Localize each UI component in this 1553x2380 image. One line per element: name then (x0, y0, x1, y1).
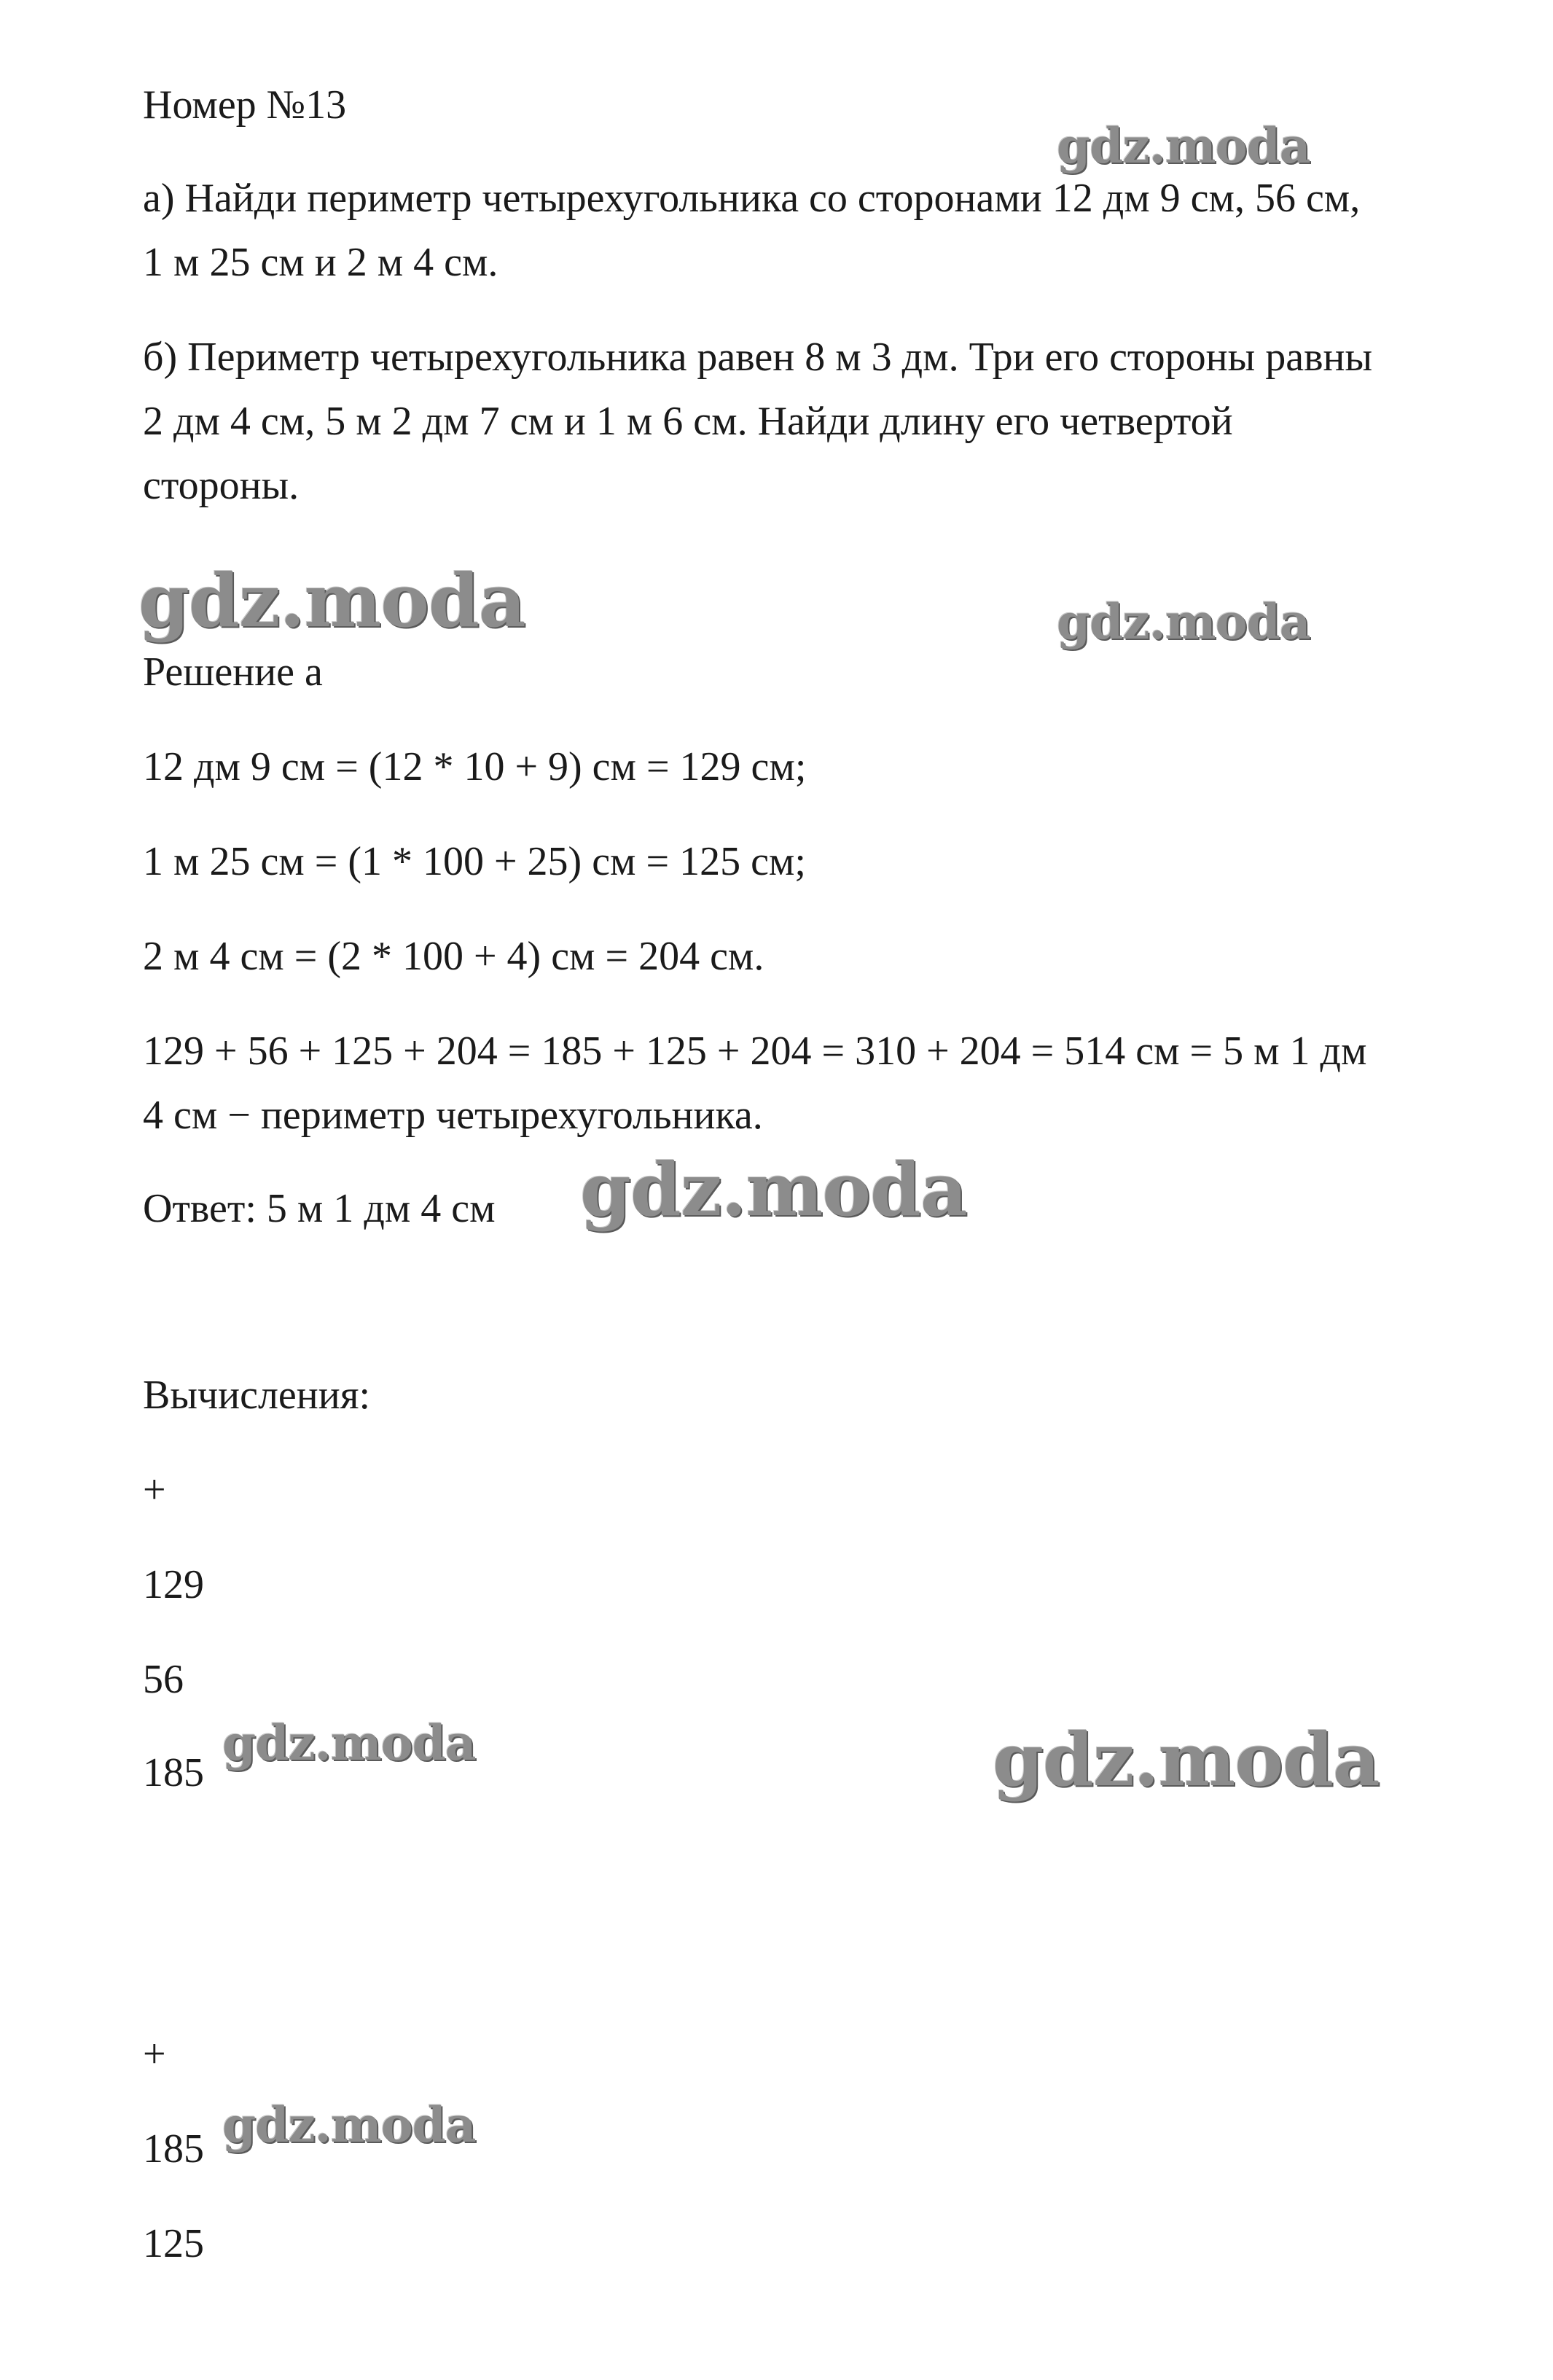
watermark: gdz.moda (993, 1717, 1380, 1803)
calc-2-operand-2: 125 (143, 2221, 204, 2266)
calc-2-operand-1: 185 (143, 2126, 204, 2172)
calc-1-operand-1: 129 (143, 1562, 204, 1607)
watermark: gdz.moda (138, 558, 525, 644)
calc-2-plus-sign: + (143, 2032, 166, 2077)
task-b-line-2: 2 дм 4 см, 5 м 2 дм 7 см и 1 м 6 см. Найди длину его четвертой (143, 399, 1233, 444)
calc-1-operand-2: 56 (143, 1657, 184, 1702)
calculations-title: Вычисления: (143, 1373, 371, 1418)
task-b-line-3: стороны. (143, 463, 300, 508)
solution-sum-line-2: 4 см − периметр четырехугольника. (143, 1093, 763, 1138)
solution-sum-line-1: 129 + 56 + 125 + 204 = 185 + 125 + 204 = 310 + 204 = 514 см = 5 м 1 дм (143, 1029, 1367, 1074)
problem-number: Номер №13 (143, 82, 347, 128)
watermark: gdz.moda (222, 1714, 476, 1771)
solution-step-3: 2 м 4 см = (2 * 100 + 4) см = 204 см. (143, 934, 764, 979)
solution-title: Решение а (143, 649, 323, 695)
solution-step-1: 12 дм 9 см = (12 * 10 + 9) см = 129 см; (143, 744, 807, 789)
watermark: gdz.moda (1057, 117, 1310, 174)
watermark: gdz.moda (580, 1147, 967, 1233)
calc-1-plus-sign: + (143, 1467, 166, 1513)
watermark: gdz.moda (222, 2096, 476, 2153)
calc-1-result: 185 (143, 1750, 204, 1795)
task-a-line-2: 1 м 25 см и 2 м 4 см. (143, 240, 498, 285)
solution-answer: Ответ: 5 м 1 дм 4 см (143, 1186, 496, 1231)
task-a-line-1: а) Найди периметр четырехугольника со сторонами 12 дм 9 см, 56 см, (143, 176, 1361, 221)
watermark: gdz.moda (1057, 593, 1310, 650)
solution-step-2: 1 м 25 см = (1 * 100 + 25) см = 125 см; (143, 839, 806, 884)
task-b-line-1: б) Периметр четырехугольника равен 8 м 3 дм. Три его стороны равны (143, 335, 1373, 380)
